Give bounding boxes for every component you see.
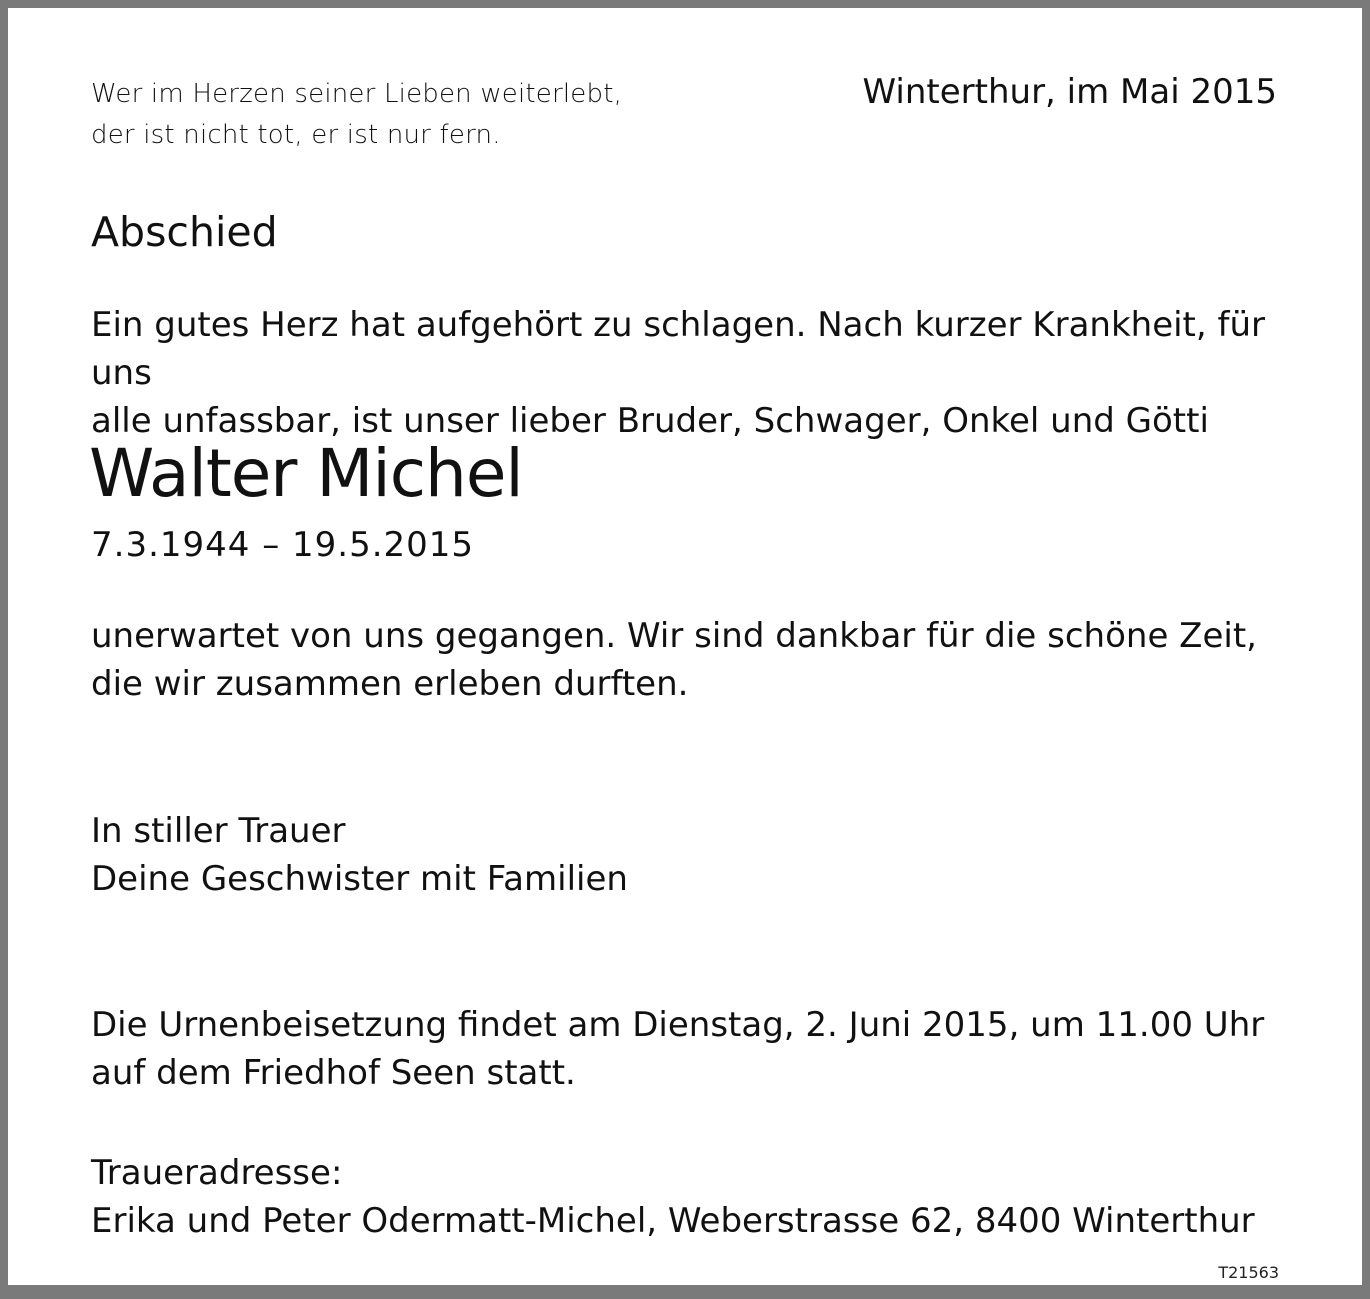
- intro-paragraph: [91, 301, 1295, 445]
- reference-code: T21563: [1218, 1263, 1279, 1282]
- life-dates: 7.3.1944 – 19.5.2015: [91, 525, 475, 565]
- outro-line-2: die wir zusammen erleben durften.: [91, 664, 689, 704]
- service-line-1: Die Urnenbeisetzung findet am Dienstag, 2. Juni 2015, um 11.00 Uhr: [91, 1005, 1265, 1045]
- address-label: Traueradresse:: [91, 1153, 343, 1193]
- notice-heading: Abschied: [91, 208, 278, 256]
- service-line-2: auf dem Friedhof Seen statt.: [91, 1053, 576, 1093]
- outro-paragraph: [91, 612, 1295, 708]
- motto-line-1: Wer im Herzen seiner Lieben weiterlebt,: [91, 79, 623, 109]
- intro-line-2: alle unfassbar, ist unser lieber Bruder, Schwager, Onkel und Götti: [91, 401, 1209, 441]
- place-date: Winterthur, im Mai 2015: [862, 72, 1277, 112]
- outro-line-1: unerwartet von uns gegangen. Wir sind dankbar für die schöne Zeit,: [91, 616, 1257, 656]
- address-value: Erika und Peter Odermatt-Michel, Weberstrasse 62, 8400 Winterthur: [91, 1201, 1255, 1241]
- deceased-name: Walter Michel: [89, 435, 523, 512]
- closing-signature: [91, 807, 628, 903]
- closing-line-2: Deine Geschwister mit Familien: [91, 859, 628, 899]
- motto-line-2: der ist nicht tot, er ist nur fern.: [91, 120, 501, 150]
- service-announcement: [91, 1001, 1295, 1097]
- intro-line-1: Ein gutes Herz hat aufgehört zu schlagen. Nach kurzer Krankheit, für uns: [91, 305, 1265, 393]
- motto-quote: [91, 74, 622, 156]
- mourning-address: [91, 1149, 1255, 1245]
- closing-line-1: In stiller Trauer: [91, 811, 346, 851]
